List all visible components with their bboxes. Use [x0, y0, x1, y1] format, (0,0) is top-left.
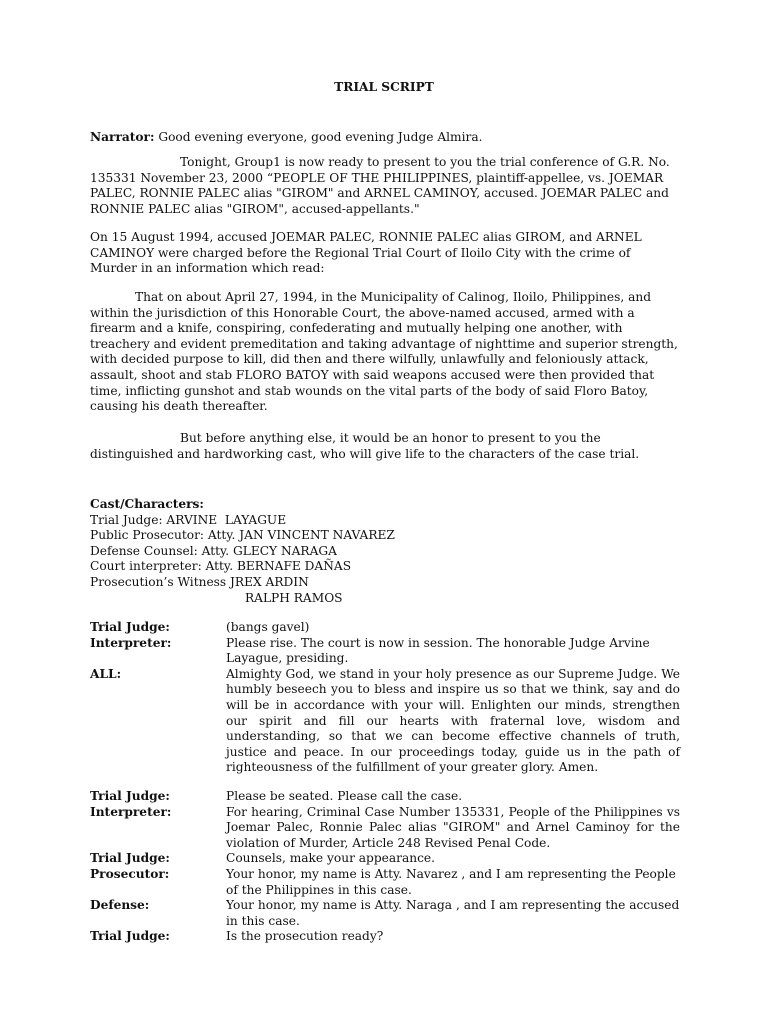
dialogue-row: [90, 805, 680, 852]
narrator-label: Narrator:: [90, 130, 155, 144]
speaker-label: Defense:: [90, 898, 150, 913]
cast-line: Court interpreter: Atty. BERNAFE DAÑAS: [90, 559, 352, 574]
cast-intro: [90, 431, 680, 462]
cast-line: Defense Counsel: Atty. GLECY NARAGA: [90, 543, 337, 558]
dialogue-row: [90, 867, 680, 898]
cast-intro-text: But before anything else, it would be an honor to present to you the distinguished and hardworking cast, who will give life to the characters of the case trial.: [90, 431, 640, 461]
dialogue-section-2: [90, 789, 680, 945]
dialogue-line: Please rise. The court is now in session. The honorable Judge Arvine Layague, presiding.: [226, 635, 650, 666]
narrator-charge-text: On 15 August 1994, accused JOEMAR PALEC, RONNIE PALEC alias GIROM, and ARNEL CAMINOY were charged before the Regional Trial Court of Iloilo City with the crime of Murder in an information which read:: [90, 230, 642, 276]
dialogue-row: [90, 898, 680, 929]
speaker-label: Trial Judge:: [90, 620, 170, 634]
cast-list: [90, 497, 680, 606]
dialogue-line: Your honor, my name is Atty. Navarez , and I am representing the People of the Philippines in this case.: [226, 866, 676, 897]
dialogue-row: [90, 667, 680, 776]
dialogue-section-1: [90, 620, 680, 776]
information-text: That on about April 27, 1994, in the Municipality of Calinog, Iloilo, Philippines, and within the jurisdiction of this Honorable Court, the above-named accused, armed with a firearm and a knife, conspiring, confederating and mutually helping one another, with treachery and evident premeditation and taking advantage of nighttime and superior strength, with decided purpose to kill, did then and there wilfully, unlawfully and feloniously attack, assault, shoot and stab FLORO BATOY with said weapons accused were then provided that time, inflicting gunshot and stab wounds on the vital parts of the body of said Floro Batoy, causing his death thereafter.: [90, 290, 678, 414]
narrator-greeting: [90, 130, 680, 146]
cast-line: Public Prosecutor: Atty. JAN VINCENT NAVAREZ: [90, 528, 395, 543]
cast-heading: Cast/Characters:: [90, 497, 204, 511]
dialogue-row: [90, 789, 680, 805]
speaker-label: Interpreter:: [90, 635, 172, 650]
dialogue-row: [90, 929, 680, 945]
narrator-greeting-text: Good evening everyone, good evening Judge Almira.: [158, 130, 483, 144]
information-quote: [90, 290, 680, 415]
dialogue-line: Is the prosecution ready?: [226, 929, 384, 944]
cast-line: RALPH RAMOS: [90, 590, 343, 605]
dialogue-line: Counsels, make your appearance.: [226, 851, 435, 866]
speaker-label: Trial Judge:: [90, 789, 170, 803]
speaker-label: Prosecutor:: [90, 866, 170, 881]
document-title: TRIAL SCRIPT: [334, 80, 434, 94]
cast-line: Prosecution’s Witness JREX ARDIN: [90, 574, 309, 589]
speaker-label: ALL:: [90, 666, 122, 681]
speaker-label: Trial Judge:: [90, 851, 170, 866]
narrator-charge: [90, 230, 680, 277]
dialogue-row: [90, 851, 680, 867]
dialogue-line: (bangs gavel): [226, 620, 310, 634]
dialogue-row: [90, 636, 680, 667]
dialogue-line: For hearing, Criminal Case Number 135331, People of the Philippines vs Joemar Palec, Ronnie Palec alias "GIROM" and Arnel Caminoy for the violation of Murder, Article 248 Revised Penal Code.: [226, 804, 680, 850]
dialogue-line: Please be seated. Please call the case.: [226, 789, 463, 803]
dialogue-line: Almighty God, we stand in your holy presence as our Supreme Judge. We humbly beseech you to bless and inspire us so that we think, say and do will be in accordance with your will. Enlighten our minds, strengthen our spirit and fill our hearts with fraternal love, wisdom and understanding, so that we can become effective channels of truth, justice and peace. In our proceedings today, guide us in the path of righteousness of the fulfillment of your greater glory. Amen.: [226, 666, 680, 775]
narrator-intro: [90, 155, 680, 217]
narrator-intro-text: Tonight, Group1 is now ready to present to you the trial conference of G.R. No. 135331 November 23, 2000 “PEOPLE OF THE PHILIPPINES, plaintiff-appellee, vs. JOEMAR PALEC, RONNIE PALEC alias "GIROM" and ARNEL CAMINOY, accused. JOEMAR PALEC and RONNIE PALEC alias "GIROM", accused-appellants.": [90, 155, 670, 216]
speaker-label: Interpreter:: [90, 804, 172, 819]
dialogue-line: Your honor, my name is Atty. Naraga , and I am representing the accused in this case.: [226, 898, 680, 928]
cast-line: Trial Judge: ARVINE LAYAGUE: [90, 512, 287, 527]
speaker-label: Trial Judge:: [90, 929, 170, 944]
dialogue-row: [90, 620, 680, 636]
